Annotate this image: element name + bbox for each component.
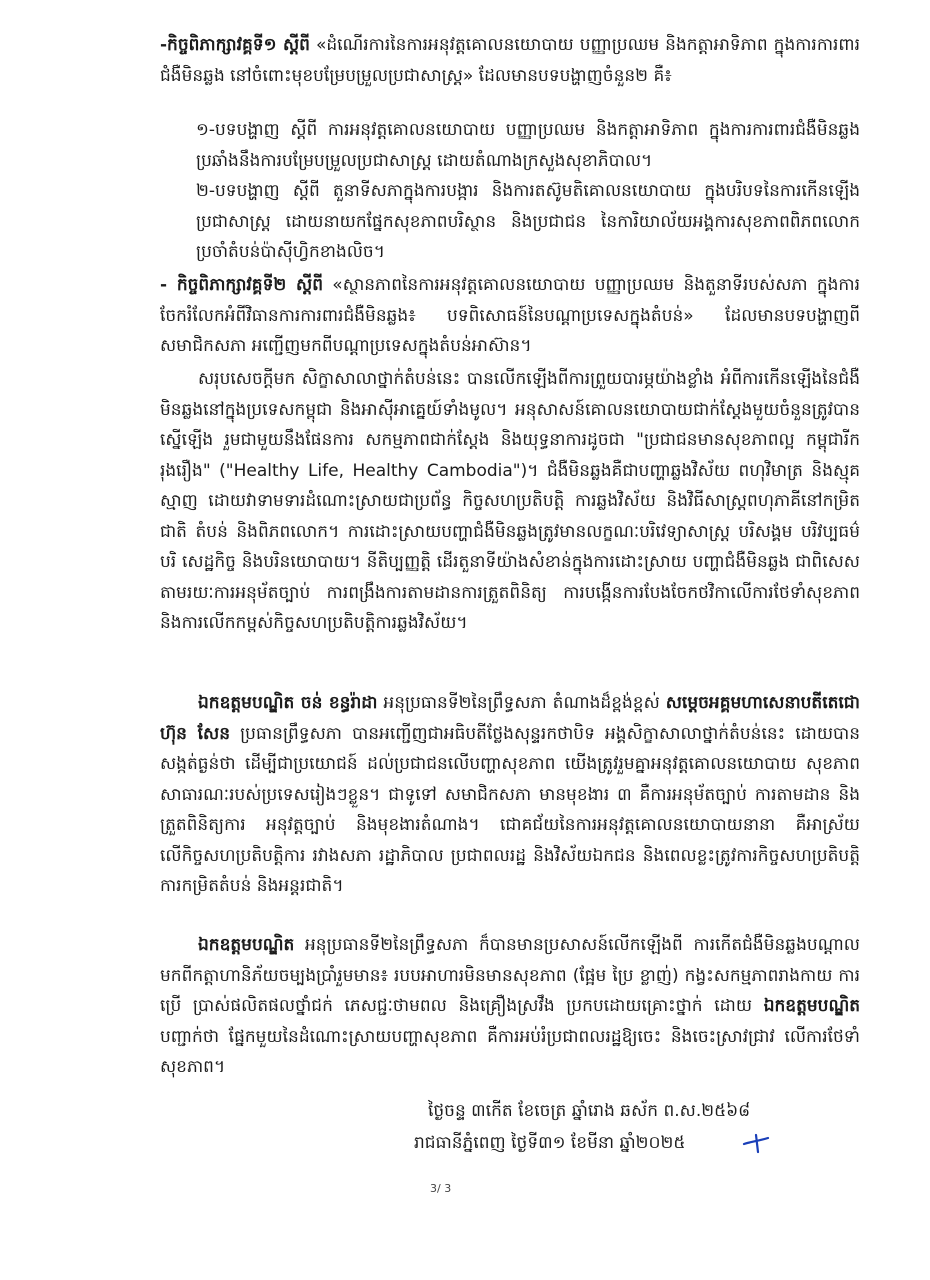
page-number: 3/ 3 [430,1182,452,1195]
senate-president-name: សម្តេចអគ្គមហាសេនាបតីតេជោ ហ៊ុន សែន [160,693,860,744]
speaker-role: អនុប្រធានទី២នៃព្រឹទ្ធសភា តំណាងដ៏ខ្ពង់ខ្ពស់ [377,693,666,713]
speaker-name: ឯកឧត្តមបណ្ឌិត ចន់ ខន្ធរ៉ាដា [198,693,378,713]
risk-paragraph-tail: បញ្ជាក់ថា ផ្នែកមួយនៃដំណោះស្រាយបញ្ហាសុខភាព គឺការអប់រំប្រជាពលរដ្ឋឱ្យចេះ និងចេះស្រាវជ្រាវ លើការថែទាំសុខភាព។ [160,1026,860,1077]
presentation-1-paragraph: ១-បទបង្ហាញ ស្តីពី ការអនុវត្តគោលនយោបាយ បញ្ញាប្រឈម និងកត្តាអាទិភាព ក្នុងការការពារជំងឺមិនឆ្លង ប្រឆាំងនឹងការបម្រែបម្រួលប្រជាសាស្ត្រ ដោយតំណាងក្រសួងសុខាភិបាល។ [196,120,860,171]
summary-paragraph: សរុបសេចក្តីមក សិក្ខាសាលាថ្នាក់តំបន់នេះ បានលើកឡើងពីការព្រួយបារម្ភយ៉ាងខ្លាំង អំពីការកើនឡើងនៃជំងឺមិនឆ្លងនៅក្នុងប្រទេសកម្ពុជា និងអាស៊ីអាគ្នេយ៍ទាំងមូល។ អនុសាសន៍គោលនយោបាយជាក់ស្តែងមួយចំនួនត្រូវបានស្នើឡើង រួមជាមួយនឹងផែនការ សកម្មភាពជាក់ស្តែង និងយុទ្ធនាការដូចជា "ប្រជាជនមានសុខភាពល្អ កម្ពុជារីករុងរឿង" ("Healthy Life, Healthy Cambodia")។ ជំងឺមិនឆ្លងគឺជាបញ្ហាឆ្លងវិស័យ ពហុវិមាត្រ និងស្មុគស្មាញ ដោយវាទាមទារដំណោះស្រាយជាប្រព័ន្ធ កិច្ចសហប្រតិបត្តិ ការឆ្លងវិស័យ និងវិធីសាស្ត្រពហុភាគីនៅកម្រិតជាតិ តំបន់ និងពិភពលោក។ ការដោះស្រាយបញ្ហាជំងឺមិនឆ្លងត្រូវមានលក្ខណៈបរិវេទ្យាសាស្ត្រ បរិសង្គម បរិវប្បធម៌ បរិ សេដ្ឋកិច្ច និងបរិនយោបាយ។ នីតិប្បញ្ញត្តិ ដើរតួនាទីយ៉ាងសំខាន់ក្នុងការដោះស្រាយ បញ្ហាជំងឺមិនឆ្លង ជាពិសេសតាមរយៈការអនុម័តច្បាប់ ការពង្រឹងការតាមដានការត្រួតពិនិត្យ ការបង្កើនការបែងចែកថវិកាលើការថែទាំសុខភាព និងការលើកកម្ពស់កិច្ចសហប្រតិបត្តិការឆ្លងវិស័យ។ [160,369,860,633]
session-1-paragraph [160,30,860,91]
session-2-paragraph [160,270,860,362]
session-1-heading: -កិច្ចពិភាក្សាវគ្គទី១ ស្តីពី [160,35,310,55]
pen-mark-icon [742,1132,770,1154]
risk-paragraph-body: អនុប្រធានទី២នៃព្រឹទ្ធសភា ក៏បានមានប្រសាសន៍លើកឡើងពី ការកើតជំងឺមិនឆ្លងបណ្តាលមកពីកត្តាហានិភ័យចម្បងប្រាំរួមមាន៖ របបអាហារមិនមានសុខភាព (ផ្អែម ប្រៃ ខ្លាញ់) កង្វះសកម្មភាពរាងកាយ ការប្រើ ប្រាស់ផលិតផលថ្នាំជក់ ភេសជ្ជៈថាមពល និងគ្រឿងស្រវឹង ប្រកបដោយគ្រោះថ្នាក់ ដោយ [160,935,860,1016]
closing-speech-paragraph [160,688,860,902]
risk-paragraph-speaker-2: ឯកឧត្តមបណ្ឌិត [763,996,860,1016]
risk-paragraph-speaker: ឯកឧត្តមបណ្ឌិត [198,935,295,955]
session-2-heading: - កិច្ចពិភាក្សាវគ្គទី២ ស្តីពី [160,275,324,295]
place-date-line: រាជធានីភ្នំពេញ ថ្ងៃទី៣១ ខែមីនា ឆ្នាំ២០២៥ [414,1133,686,1153]
session-1-body: «ដំណើរការនៃការអនុវត្តគោលនយោបាយ បញ្ញាប្រឈម និងកត្តាអាទិភាព ក្នុងការការពារជំងឺមិនឆ្លង នៅចំពោះមុខបម្រែបម្រួលប្រជាសាស្ត្រ» ដែលមានបទបង្ហាញចំនួន២ គឺ៖ [160,35,860,86]
lunar-date-line: ថ្ងៃចន្ទ ៣កើត ខែចេត្រ ឆ្នាំរោង ឆស័ក ព.ស.២៥៦៨ [428,1101,751,1121]
presentation-2-paragraph: ២-បទបង្ហាញ ស្តីពី តួនាទីសភាក្នុងការបង្ការ និងការតស៊ូមតិគោលនយោបាយ ក្នុងបរិបទនៃការកើនឡើងប្រជាសាស្ត្រ ដោយនាយកផ្នែកសុខភាពបរិស្ថាន និងប្រជាជន នៃការិយាល័យអង្គការសុខភាពពិភពលោកប្រចាំតំបន់ប៉ាស៊ីហ្វិកខាងលិច។ [196,181,860,262]
session-2-body: «ស្ថានភាពនៃការអនុវត្តគោលនយោបាយ បញ្ញាប្រឈម និងតួនាទីរបស់សភា ក្នុងការចែករំលែកអំពីវិធានការការពារជំងឺមិនឆ្លង៖ បទពិសោធន៍នៃបណ្តាប្រទេសក្នុងតំបន់» ដែលមានបទបង្ហាញពីសមាជិកសភា អញ្ជើញមកពីបណ្តាប្រទេសក្នុងតំបន់អាស៊ាន។ [160,275,860,356]
closing-speech-body: ប្រធានព្រឹទ្ធសភា បានអញ្ជើញជាអធិបតីថ្លែងសុន្ទរកថាបិទ អង្គសិក្ខាសាលាថ្នាក់តំបន់នេះ ដោយបានសង្កត់ធ្ងន់ថា ដើម្បីជាប្រយោជន៍ ដល់ប្រជាជនលើបញ្ហាសុខភាព យើងត្រូវរួមគ្នាអនុវត្តគោលនយោបាយ សុខភាពសាធារណៈរបស់ប្រទេសរៀងៗខ្លួន។ ជាទូទៅ សមាជិកសភា មានមុខងារ ៣ គឺការអនុម័តច្បាប់ ការតាមដាន និងត្រួតពិនិត្យការ អនុវត្តច្បាប់ និងមុខងារតំណាង។ ជោគជ័យនៃការអនុវត្តគោលនយោបាយនានា គឺអាស្រ័យលើកិច្ចសហប្រតិបត្តិការ រវាងសភា រដ្ឋាភិបាល ប្រជាពលរដ្ឋ និងវិស័យឯកជន និងពេលខ្លះត្រូវការកិច្ចសហប្រតិបត្តិការកម្រិតតំបន់ និងអន្តរជាតិ។ [160,723,860,896]
risk-factors-paragraph [160,930,860,1083]
